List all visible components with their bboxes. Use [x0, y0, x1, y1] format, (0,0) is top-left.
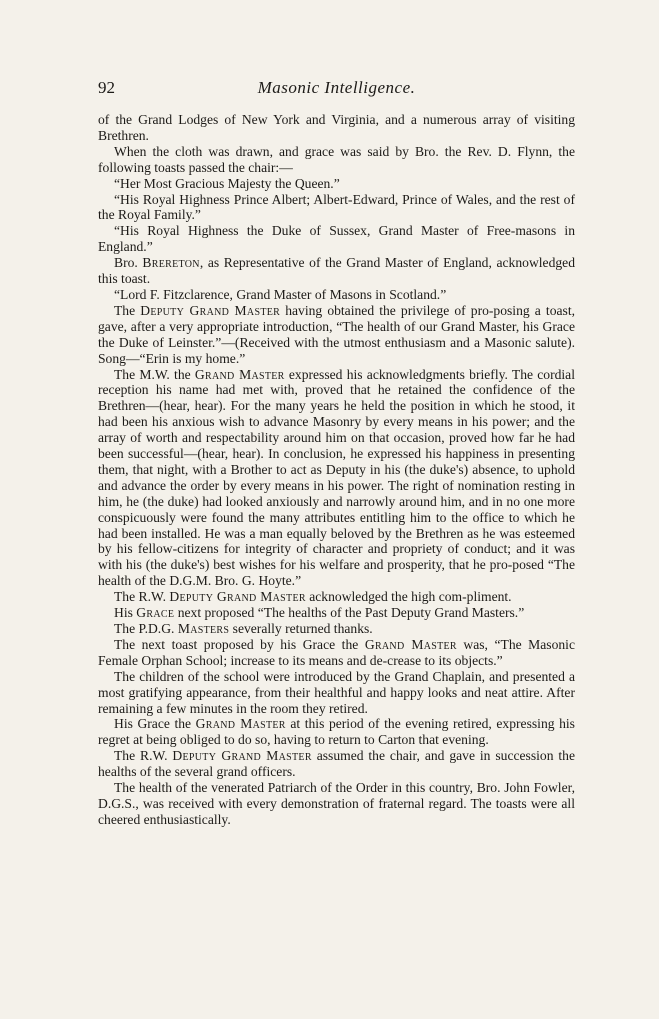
paragraph — [98, 669, 575, 717]
small-caps-name: Grand Master — [194, 366, 285, 382]
paragraph-text: When the cloth was drawn, and grace was said by Bro. the Rev. D. Flynn, the following toasts passed the chair:— — [98, 143, 575, 175]
paragraph-text: severally returned thanks. — [229, 621, 373, 636]
paragraph-text: The R.W. — [114, 589, 170, 605]
small-caps-name: Grand Master — [195, 716, 286, 732]
paragraph — [98, 589, 575, 605]
small-caps-name: Grace — [136, 605, 175, 621]
paragraph-text: assumed the chair, and gave in succession the healths of the several grand officers. — [98, 748, 575, 780]
paragraph — [98, 112, 575, 144]
paragraph-text: “Her Most Gracious Majesty the Queen.” — [114, 175, 340, 191]
paragraph-text: “His Royal Highness Prince Albert; Albert-Edward, Prince of Wales, and the rest of the Royal Family.” — [98, 191, 575, 223]
paragraph — [98, 303, 575, 367]
paragraph — [98, 287, 575, 303]
paragraph — [98, 637, 575, 669]
paragraph-text: of the Grand Lodges of New York and Virginia, and a numerous array of visiting Brethren. — [98, 112, 575, 143]
paragraph-text: expressed his acknowledgments briefly. The cordial reception his name had met with, proved that he retained the confidence of the Brethren—(hear, hear). For the many years he held the position in which he stood, it had been his anxious wish to advance Masonry by every means in his power; and the array of worth and respectability around him on that occasion, proved how far he had been successful—(hear, hear). In conclusion, he expressed his happiness in presenting them, that night, with a Brother to act as Deputy in his (the duke's) absence, to uphold and advance the order by every means in his power. The right of nomination resting in him, he (the duke) had looked anxiously and narrowly around him, and in no one more conspicuously were found the many attributes entitling him to the office to which he had been installed. He was a man equally beloved by the Brethren as he was esteemed by his fellow-citizens for integrity of character and propriety of conduct; and it was with his (the duke's) best wishes for his welfare and prosperity, that he pro-posed “The health of the D.G.M. Bro. G. Hoyte.” — [98, 366, 575, 589]
running-title: Masonic Intelligence. — [257, 78, 416, 97]
paragraph-text: His Grace the — [114, 716, 196, 732]
small-caps-name: Deputy Grand Master — [169, 589, 306, 605]
small-caps-name: Deputy Grand Master — [140, 302, 281, 318]
paragraph-text: The children of the school were introduced by the Grand Chaplain, and presented a most gratifying appearance, from their healthful and happy looks and neat attire. After remaining a few minutes in the room they retired. — [98, 668, 575, 716]
paragraph-text: “Lord F. Fitzclarence, Grand Master of Masons in Scotland.” — [114, 286, 447, 302]
paragraph-text: The M.W. the — [114, 366, 195, 382]
paragraph — [98, 605, 575, 621]
paragraph-text: His — [114, 605, 137, 621]
small-caps-name: Brereton — [142, 255, 200, 271]
paragraph-text: The R.W. — [114, 748, 173, 764]
paragraph-text: The health of the venerated Patriarch of the Order in this country, Bro. John Fowler, D.G.S., was received with every demonstration of fraternal regard. The toasts were all cheered enthusiastically. — [98, 780, 575, 827]
paragraph — [98, 176, 575, 192]
paragraph-text: Bro. — [114, 255, 143, 271]
paragraph-text: The P.D.G. — [114, 621, 178, 636]
paragraph — [98, 748, 575, 780]
paragraph — [98, 144, 575, 176]
paragraph — [98, 255, 575, 287]
paragraph — [98, 367, 575, 590]
paragraph-text: The — [114, 302, 141, 318]
paragraph — [98, 223, 575, 255]
paragraph-text: The next toast proposed by his Grace the — [114, 636, 365, 652]
page-number: 92 — [98, 78, 115, 97]
paragraph — [98, 716, 575, 748]
small-caps-name: Grand Master — [364, 636, 457, 652]
paragraph — [98, 621, 575, 637]
paragraph — [98, 780, 575, 828]
paragraph-text: , as Representative of the Grand Master of England, acknowledged this toast. — [98, 255, 576, 287]
paragraph-text: next proposed “The healths of the Past Deputy Grand Masters.” — [174, 605, 525, 621]
running-head — [98, 78, 575, 102]
paragraph-text: at this period of the evening retired, expressing his regret at being obliged to do so, having to return to Carton that evening. — [98, 716, 575, 748]
paragraph-text: acknowledged the high com-pliment. — [305, 589, 512, 605]
article-body — [98, 112, 575, 828]
paragraph-text: was, “The Masonic Female Orphan School; increase to its means and de-crease to its objects.” — [98, 636, 575, 668]
paragraph-text: having obtained the privilege of pro-posing a toast, gave, after a very appropriate introduction, “The health of our Grand Master, his Grace the Duke of Leinster.”—(Received with the utmost enthusiasm and a Masonic salute). Song—“Erin is my home.” — [98, 302, 575, 366]
small-caps-name: Deputy Grand Master — [172, 748, 312, 764]
paragraph — [98, 192, 575, 224]
paragraph-text: “His Royal Highness the Duke of Sussex, Grand Master of Free-masons in England.” — [98, 223, 575, 255]
small-caps-name: Masters — [177, 621, 230, 636]
